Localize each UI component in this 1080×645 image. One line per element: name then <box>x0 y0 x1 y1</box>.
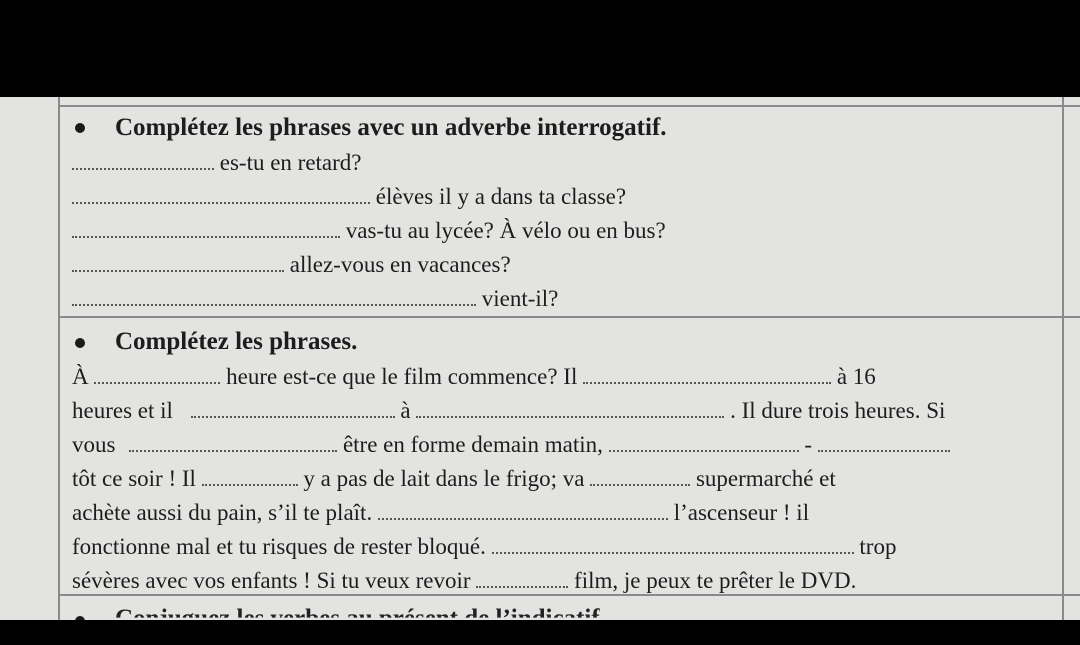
blank <box>378 498 668 520</box>
sentence-text: à 16 <box>836 364 876 389</box>
sentence-text: film, je peux te prêter le DVD. <box>574 568 857 593</box>
sentence-text: y a pas de lait dans le frigo; va <box>303 466 585 491</box>
blank <box>476 566 568 588</box>
sentence-text: sévères avec vos enfants ! Si tu veux revoir <box>72 568 471 593</box>
exercise1-line-2 <box>72 182 626 211</box>
exercise1-line-5 <box>72 284 558 313</box>
blank <box>416 396 724 418</box>
blank <box>72 216 340 238</box>
sentence-text: heures et il <box>72 398 173 423</box>
sentence-text: être en forme demain matin, <box>342 432 603 457</box>
sentence-text: tôt ce soir ! Il <box>72 466 196 491</box>
sentence-text: élèves il y a dans ta classe? <box>375 184 627 209</box>
table-border-top <box>58 105 1080 107</box>
blank <box>492 532 854 554</box>
photo-top-border <box>0 0 1080 97</box>
sentence-text: achète aussi du pain, s’il te plaît. <box>72 500 373 525</box>
sentence-text: l’ascenseur ! il <box>673 500 810 525</box>
table-border-right <box>1062 97 1064 620</box>
sentence-text: À <box>72 364 89 389</box>
sentence-text: vous <box>72 432 116 457</box>
table-row-divider-1 <box>58 316 1080 318</box>
sentence-text: supermarché et <box>695 466 836 491</box>
blank <box>191 396 395 418</box>
blank <box>818 430 950 452</box>
sentence-text: trop <box>859 534 897 559</box>
blank <box>94 362 220 384</box>
sentence-text: es-tu en retard? <box>219 150 362 175</box>
bullet-icon <box>75 338 85 348</box>
exercise2-line-4 <box>72 464 836 493</box>
sentence-text: à <box>400 398 411 423</box>
blank <box>590 464 690 486</box>
exercise1-line-1 <box>72 148 362 177</box>
blank <box>72 284 476 306</box>
photo-bottom-border <box>0 620 1080 645</box>
bullet-icon <box>75 123 85 133</box>
blank <box>72 182 370 204</box>
exercise2-line-7 <box>72 566 856 595</box>
blank <box>129 430 337 452</box>
sentence-text: heure est-ce que le film commence? Il <box>226 364 578 389</box>
blank <box>202 464 298 486</box>
sentence-text: vas-tu au lycée? À vélo ou en bus? <box>345 218 666 243</box>
blank <box>72 148 214 170</box>
sentence-text: allez-vous en vacances? <box>289 252 511 277</box>
exercise2-line-2 <box>72 396 945 425</box>
sentence-text: . Il dure trois heures. Si <box>730 398 946 423</box>
sentence-text: - <box>804 432 813 457</box>
exercise1-line-3 <box>72 216 666 245</box>
exercise2-line-5 <box>72 498 809 527</box>
blank <box>72 250 284 272</box>
blank <box>583 362 831 384</box>
table-border-left <box>58 97 60 620</box>
exercise2-title: Complétez les phrases. <box>115 328 358 355</box>
exercise2-line-6 <box>72 532 896 561</box>
exercise1-title: Complétez les phrases avec un adverbe interrogatif. <box>115 114 667 141</box>
exercise2-line-1 <box>72 362 876 391</box>
sentence-text: fonctionne mal et tu risques de rester bloqué. <box>72 534 486 559</box>
exercise1-line-4 <box>72 250 511 279</box>
exercise2-line-3 <box>72 430 950 459</box>
blank <box>609 430 799 452</box>
sentence-text: vient-il? <box>481 286 559 311</box>
